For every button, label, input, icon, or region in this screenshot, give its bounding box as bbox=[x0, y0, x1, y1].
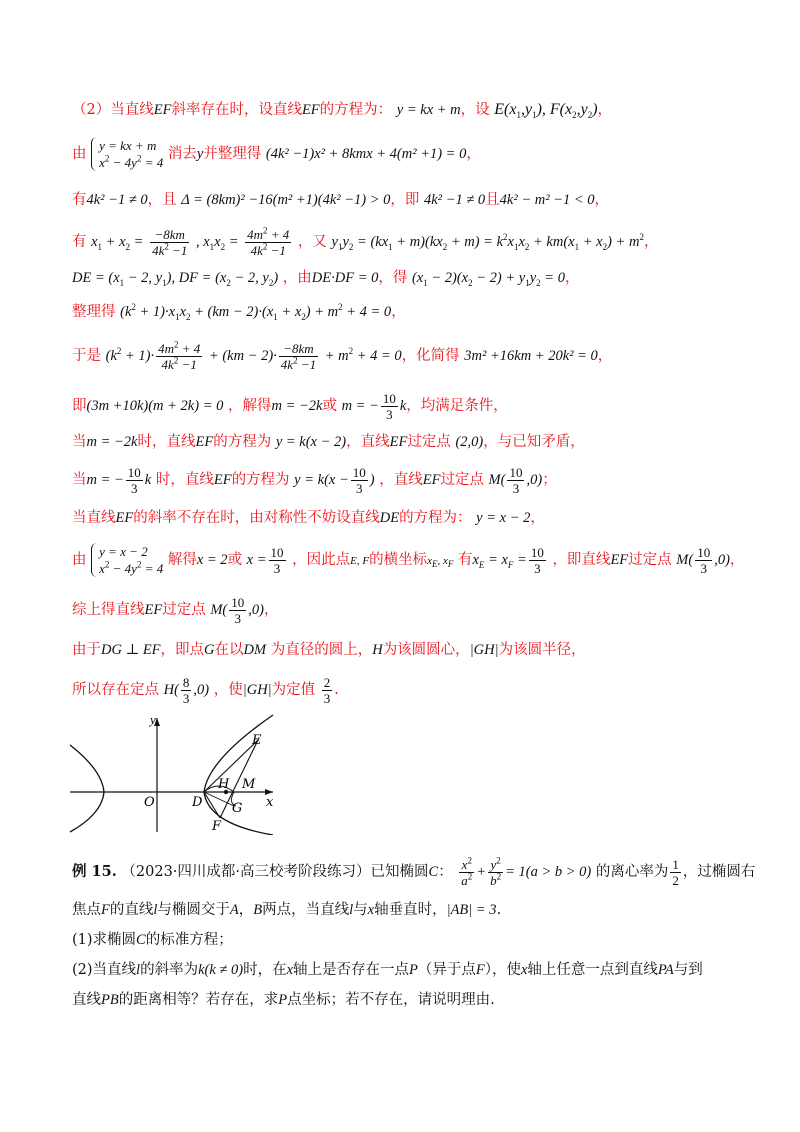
example15-line1: 例 15. （2023·四川成都·高三校考阶段练习）已知椭圆C： $\frac{x^2}{a^2}$ + $\frac{y^2}{b^2}$ = 1(a > b > 0) 的离心率为 $\frac{1}{2}$ ，过椭圆右 bbox=[72, 855, 756, 888]
label-O: O bbox=[144, 795, 155, 810]
example15-line2: 焦点F的直线l与椭圆交于A，B两点，当直线l与x轴垂直时，|AB| = 3. bbox=[72, 902, 502, 918]
label-H: H bbox=[218, 777, 230, 792]
arrange-line: 整理得 $(k^2 + 1)\cdot x_1x_2 + (km - 2)\cdot(x_1 + x_2) + m^2 + 4 = 0$， bbox=[72, 302, 406, 322]
question2-cont: 直线PB的距离相等？若存在，求P点坐标；若不存在，请说明理由. bbox=[72, 992, 495, 1008]
left-branch bbox=[70, 745, 104, 832]
condition-line: 有4k² −1 ≠ 0，且 Δ = (8km)² −16(m² +1)(4k² −1) > 0，即 4k² −1 ≠ 0且4k² − m² −1 < 0， bbox=[72, 192, 609, 208]
hyperbola-figure bbox=[68, 710, 288, 835]
case3-line: 当直线EF的斜率不存在时，由对称性不妨设直线DE的方程为： y = x − 2， bbox=[72, 510, 545, 526]
system-line: 由 y = kx + m $x^2 - 4y^2 = 4$ 消去y并整理得 (4k² −1)x² + 8kmx + 4(m² +1) = 0， bbox=[72, 138, 481, 170]
dot-line: DE = ($x_1 - 2$, $y_1$), DF = ($x_2 - 2$, $y_2$) ，由DE·DF = 0，得 $(x_1 - 2)(x_2 - 2) + y_1y_2 = 0$， bbox=[72, 270, 580, 288]
right-branch bbox=[204, 715, 273, 835]
label-D: D bbox=[192, 795, 203, 810]
label-G: G bbox=[232, 801, 243, 816]
label-x: x bbox=[266, 795, 274, 810]
case3b-line: 由 y = x − 2 $x^2 - 4y^2 = 4$ 解得x = 2或 x = $\frac{10}{3}$ ，因此点E, F的横坐标$x_E$, $x_F$ 有$x_E = x_F$ = $\frac{10}{3}$ ，即直线EF过定点 M( $\frac{10}{3}$ ,0)， bbox=[72, 544, 745, 576]
question1: (1)求椭圆C的标准方程； bbox=[72, 932, 233, 948]
label-y: y bbox=[150, 712, 156, 727]
case2-line: 当m = − $\frac{10}{3}$ k 时，直线EF的方程为 y = k(x − $\frac{10}{3}$ ) ，直线EF过定点 M( $\frac{10}{3}$ ,0)； bbox=[72, 464, 557, 496]
case1-line: 当m = −2k时，直线EF的方程为 y = k(x − 2)，直线EF过定点 (2,0)，与已知矛盾， bbox=[72, 434, 585, 450]
solve-line: 即(3m +10k)(m + 2k) = 0 ，解得m = −2k或 m = − $\frac{10}{3}$ k，均满足条件， bbox=[72, 390, 508, 422]
part2-line: （2）当直线EF斜率存在时，设直线EF的方程为： y = kx + m，设 $E(x_1,y_1)$, $F(x_2,y_2)$， bbox=[72, 101, 613, 121]
simplify-line: 于是 $(k^2 + 1)\cdot$ $\frac{4m^2 + 4}{4k^2 -1}$ + (km − 2)· $\frac{-8km}{4k^2 -1}$ + $m^2 + 4 = 0$，化简得 3m² +16km + 20k² = 0， bbox=[72, 339, 613, 372]
vieta-line: 有 $x_1 + x_2$ = $\frac{-8km}{4k^2 -1}$ , $x_1x_2$ = $\frac{4m^2 + 4}{4k^2 -1}$ ，又 $y_1y_2 = (kx_1 + m)(kx_2 + m) = k^2x_1x_2 + km(x_1 + x_2) + m^2$， bbox=[72, 225, 659, 258]
label-F: F bbox=[212, 819, 222, 834]
final-line: 所以存在定点 H( $\frac{8}{3}$ ,0) ，使|GH|为定值 $\frac{2}{3}$ . bbox=[72, 674, 339, 706]
circle-line: 由于DG ⊥ EF，即点G在以DM 为直径的圆上，H为该圆圆心，|GH|为该圆半径， bbox=[72, 642, 586, 658]
question2: (2)当直线l的斜率为k(k ≠ 0)时，在x轴上是否存在一点P（异于点F），使x轴上任意一点到直线PA与到 bbox=[72, 962, 703, 978]
label-M: M bbox=[242, 777, 256, 792]
conclusion-line: 综上得直线EF过定点 M( $\frac{10}{3}$ ,0)， bbox=[72, 594, 279, 626]
label-E: E bbox=[252, 733, 262, 748]
